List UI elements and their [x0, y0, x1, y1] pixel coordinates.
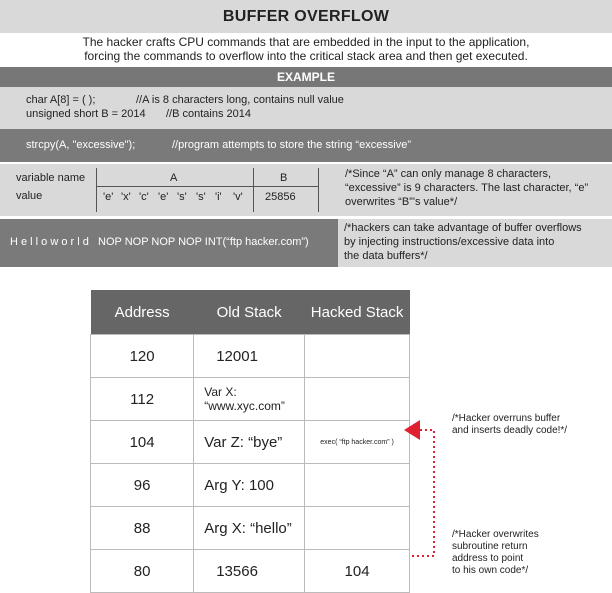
old-stack-cell: Var Z: “bye” — [194, 421, 305, 464]
annotation-overrun — [452, 413, 567, 437]
payload-text: H e l l o w o r l d NOP NOP NOP NOP INT(“ftp hacker.com”) — [10, 236, 309, 248]
memory-grid-horizontal — [96, 186, 319, 187]
example-header — [0, 67, 612, 87]
var-b-name: B — [280, 172, 288, 184]
old-stack-cell: 12001 — [194, 335, 305, 378]
column-header-hacked-stack: Hacked Stack — [305, 290, 410, 335]
memory-grid-vertical-mid — [253, 168, 254, 212]
annotation-overrun-line-1: /*Hacker overruns buffer — [452, 413, 561, 424]
old-stack-cell: 13566 — [194, 550, 305, 593]
char-cell: 'v' — [233, 191, 243, 203]
hacked-stack-cell: exec( “ftp hacker.com” ) — [305, 421, 410, 464]
example-label: EXAMPLE — [276, 70, 335, 84]
column-header-old-stack: Old Stack — [194, 290, 305, 335]
decl-line-1-comment: //A is 8 characters long, contains null value — [136, 94, 344, 106]
table-row — [91, 378, 410, 421]
column-header-address: Address — [91, 290, 194, 335]
page-title — [0, 0, 612, 33]
decl-line-2-code: unsigned short B = 2014 — [26, 108, 146, 120]
memory-band — [0, 164, 612, 216]
red-arrow-icon — [404, 420, 420, 440]
char-cell: 'e' — [158, 191, 169, 203]
old-stack-cell — [194, 378, 305, 421]
payload-note-line-2: by injecting instructions/excessive data into — [344, 236, 555, 248]
annotation-return-line-2: subroutine return — [452, 541, 528, 552]
old-stack-cell: Arg Y: 100 — [194, 464, 305, 507]
table-row — [91, 550, 410, 593]
hacked-stack-cell — [305, 378, 410, 421]
table-row — [91, 464, 410, 507]
intro-text — [0, 35, 612, 63]
stack-table — [90, 290, 410, 593]
row-label-value: value — [16, 190, 43, 202]
payload-note-line-3: the data buffers*/ — [344, 250, 428, 262]
dotted-connector-line — [412, 430, 434, 556]
decl-line-2-comment: //B contains 2014 — [166, 108, 252, 120]
payload-band — [0, 219, 338, 267]
address-cell: 112 — [91, 378, 194, 421]
title-text: BUFFER OVERFLOW — [222, 7, 390, 25]
table-row — [91, 335, 410, 378]
address-cell: 120 — [91, 335, 194, 378]
annotation-overrun-line-2: and inserts deadly code!*/ — [452, 425, 568, 436]
intro-line-1: The hacker crafts CPU commands that are embedded in the input to the application, — [82, 35, 530, 49]
hacked-stack-cell — [305, 335, 410, 378]
strcpy-band — [0, 129, 612, 162]
memory-grid-vertical-left — [96, 168, 97, 212]
hacked-stack-cell: 104 — [305, 550, 410, 593]
old-stack-line-1: Var X: — [204, 385, 237, 399]
char-cell: 'i' — [215, 191, 222, 203]
char-cell: 's' — [196, 191, 206, 203]
payload-note-band — [338, 219, 612, 267]
old-stack-line-2: “www.xyc.com” — [204, 399, 285, 413]
address-cell: 80 — [91, 550, 194, 593]
char-cell: 'c' — [139, 191, 149, 203]
char-cell: 'e' — [103, 191, 114, 203]
row-label-variable-name: variable name — [16, 172, 86, 184]
memory-note-line-2: “excessive” is 9 characters. The last character, “e” — [345, 182, 589, 194]
return-address-connector — [398, 410, 438, 560]
table-row — [91, 507, 410, 550]
old-stack-cell: Arg X: “hello” — [194, 507, 305, 550]
hacked-stack-cell — [305, 507, 410, 550]
char-cell: 'x' — [121, 191, 131, 203]
annotation-return-line-1: /*Hacker overwrites — [452, 529, 539, 540]
stack-table-header-row — [91, 290, 410, 335]
annotation-return-address — [452, 529, 539, 577]
var-b-value: 25856 — [265, 191, 296, 203]
hacked-stack-cell — [305, 464, 410, 507]
memory-grid-vertical-right — [318, 168, 319, 212]
decl-line-1-code: char A[8] = ( ); — [26, 94, 96, 106]
memory-note-line-3: overwrites “B”'s value*/ — [345, 196, 458, 208]
intro-line-2: forcing the commands to overflow into the critical stack area and then get executed. — [84, 49, 528, 63]
memory-note-line-1: /*Since “A” can only manage 8 characters, — [345, 168, 552, 180]
table-row — [91, 421, 410, 464]
char-cell: 's' — [177, 191, 187, 203]
annotation-return-line-4: to his own code*/ — [452, 565, 529, 576]
declarations-band — [0, 87, 612, 129]
payload-note-line-1: /*hackers can take advantage of buffer overflows — [344, 222, 582, 234]
annotation-return-line-3: address to point — [452, 553, 524, 564]
address-cell: 88 — [91, 507, 194, 550]
strcpy-code: strcpy(A, "excessive"); — [26, 139, 136, 151]
var-a-name: A — [170, 172, 178, 184]
address-cell: 96 — [91, 464, 194, 507]
address-cell: 104 — [91, 421, 194, 464]
strcpy-comment: //program attempts to store the string “excessive” — [172, 139, 412, 151]
